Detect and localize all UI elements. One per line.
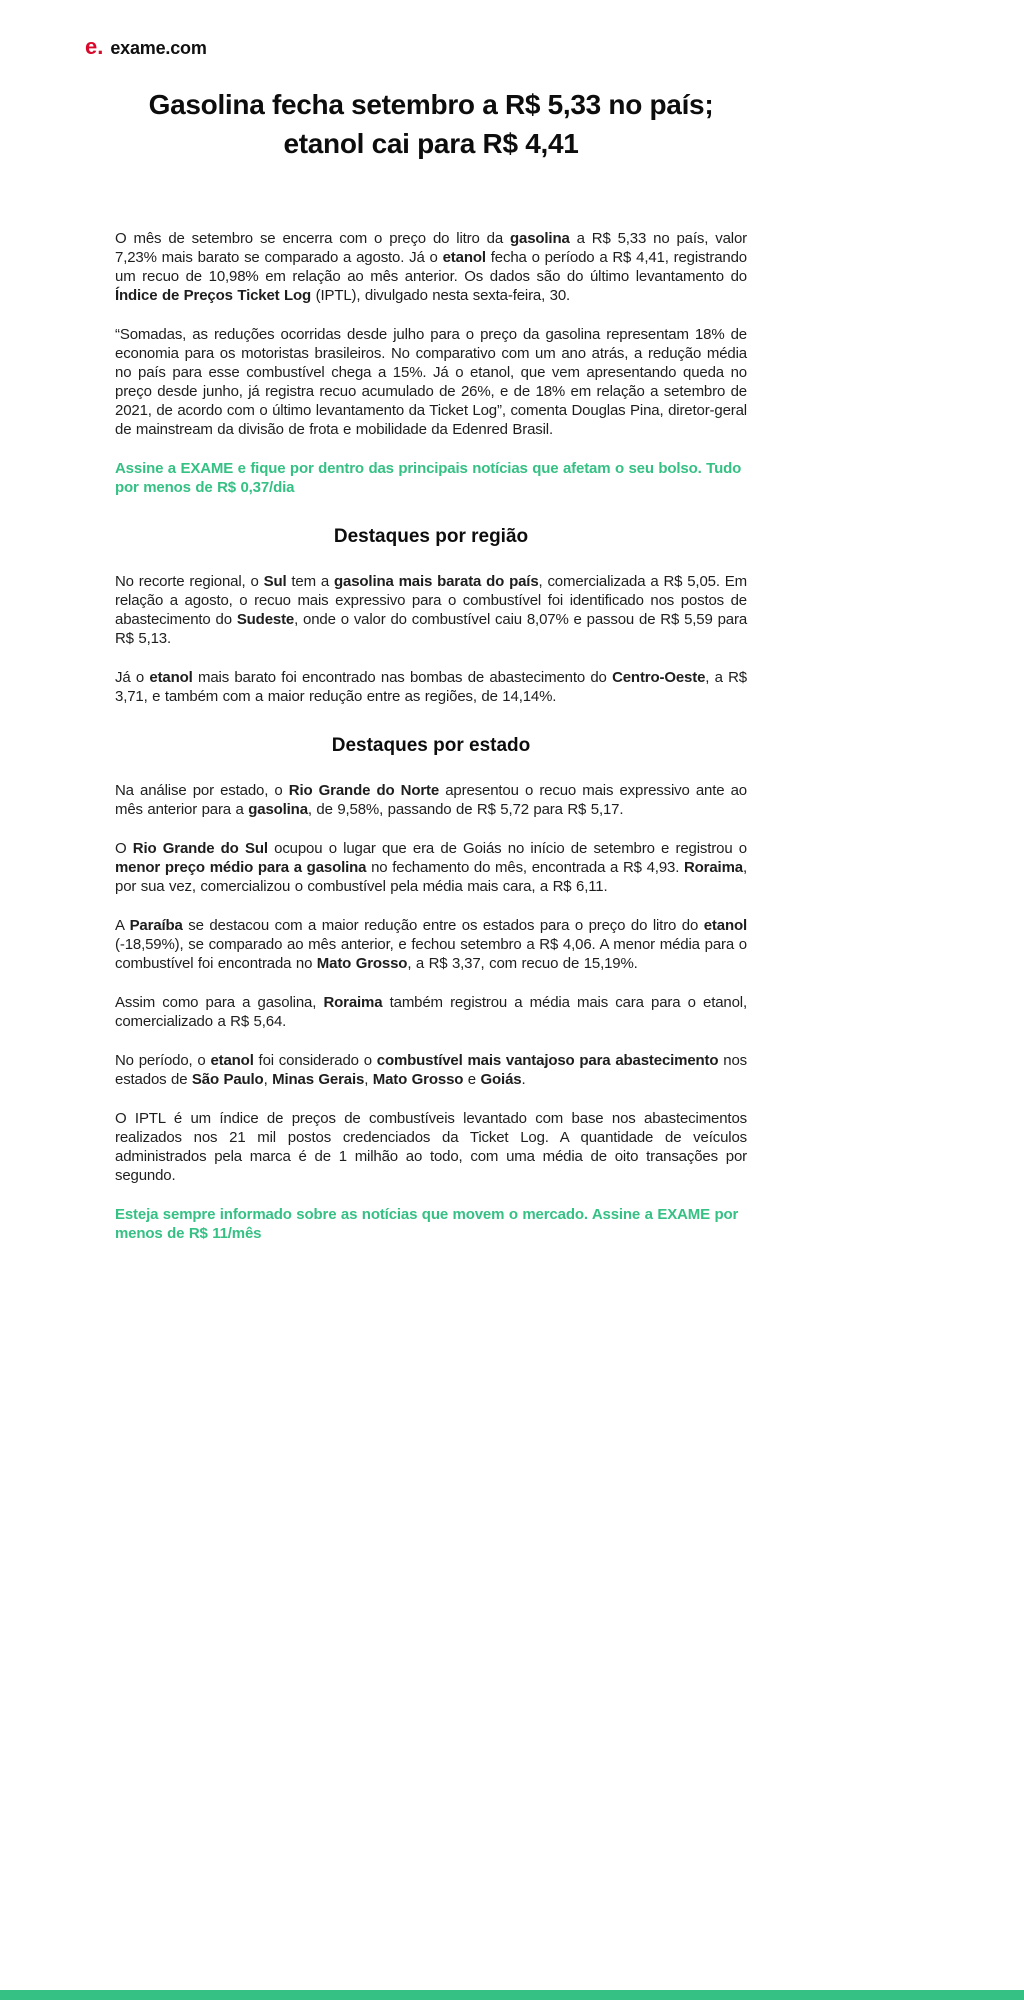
article-paragraph-state-5: No período, o etanol foi considerado o combustível mais vantajoso para abastecimento nos estados de São Paulo, Minas Gerais, Mato Grosso e Goiás. [115,1052,747,1088]
article-container [115,85,747,1243]
article-quote-paragraph: “Somadas, as reduções ocorridas desde julho para o preço da gasolina representam 18% de economia para os motoristas brasileiros. No comparativo com um ano atrás, a redução média no país para esse combustível chega a 15%. Já o etanol, que vem apresentando queda no preço desde junho, já registra recuo acumulado de 26%, e de 18% em relação a setembro de 2021, de acordo com o último levantamento da Ticket Log”, comenta Douglas Pina, diretor-geral de mainstream da divisão de frota e mobilidade da Edenred Brasil. [115,326,747,438]
article-paragraph-region-2: Já o etanol mais barato foi encontrado nas bombas de abastecimento do Centro-Oeste, a R$ 3,71, e também com a maior redução entre as regiões, de 14,14%. [115,669,747,705]
subscribe-promo-link-2[interactable]: Esteja sempre informado sobre as notícias que movem o mercado. Assine a EXAME por menos de R$ 11/mês [115,1206,739,1242]
article-paragraph-lead: O mês de setembro se encerra com o preço do litro da gasolina a R$ 5,33 no país, valor 7,23% mais barato se comparado a agosto. Já o etanol fecha o período a R$ 4,41, registrando um recuo de 10,98% em relação ao mês anterior. Os dados são do último levantamento do Índice de Preços Ticket Log (IPTL), divulgado nesta sexta-feira, 30. [115,230,747,304]
footer-accent-bar [0,1990,1024,2000]
article-headline: Gasolina fecha setembro a R$ 5,33 no país; etanol cai para R$ 4,41 [148,89,714,159]
exame-logo-icon[interactable]: e. [85,34,104,59]
article-body [115,229,747,1243]
article-paragraph-state-3: A Paraíba se destacou com a maior redução entre os estados para o preço do litro do etanol (-18,59%), se comparado ao mês anterior, e fechou setembro a R$ 4,06. A menor média para o combustível foi encontrada no Mato Grosso, a R$ 3,37, com recuo de 15,19%. [115,917,747,972]
article-paragraph-state-1: Na análise por estado, o Rio Grande do Norte apresentou o recuo mais expressivo ante ao mês anterior para a gasolina, de 9,58%, passando de R$ 5,72 para R$ 5,17. [115,782,747,818]
subscribe-promo-link-1[interactable]: Assine a EXAME e fique por dentro das principais notícias que afetam o seu bolso. Tudo por menos de R$ 0,37/dia [115,460,742,496]
site-header [0,0,1024,59]
article-paragraph-region-1: No recorte regional, o Sul tem a gasolina mais barata do país, comercializada a R$ 5,05. Em relação a agosto, o recuo mais expressivo para o combustível foi identificado nos postos de abastecimento do Sudeste, onde o valor do combustível caiu 8,07% e passou de R$ 5,59 para R$ 5,13. [115,573,748,647]
section-heading-estado: Destaques por estado [331,735,531,756]
exame-logo-text[interactable]: exame.com [110,38,207,58]
article-paragraph-iptl: O IPTL é um índice de preços de combustíveis levantado com base nos abastecimentos realizados nos 21 mil postos credenciados da Ticket Log. A quantidade de veículos administrados pela marca é de 1 milhão ao todo, com uma média de oito transações por segundo. [115,1110,747,1184]
article-paragraph-state-2: O Rio Grande do Sul ocupou o lugar que era de Goiás no início de setembro e registrou o menor preço médio para a gasolina no fechamento do mês, encontrada a R$ 4,93. Roraima, por sua vez, comercializou o combustível pela média mais cara, a R$ 6,11. [115,840,747,895]
article-paragraph-state-4: Assim como para a gasolina, Roraima também registrou a média mais cara para o etanol, comercializado a R$ 5,64. [115,994,747,1030]
section-heading-regiao: Destaques por região [333,526,529,547]
